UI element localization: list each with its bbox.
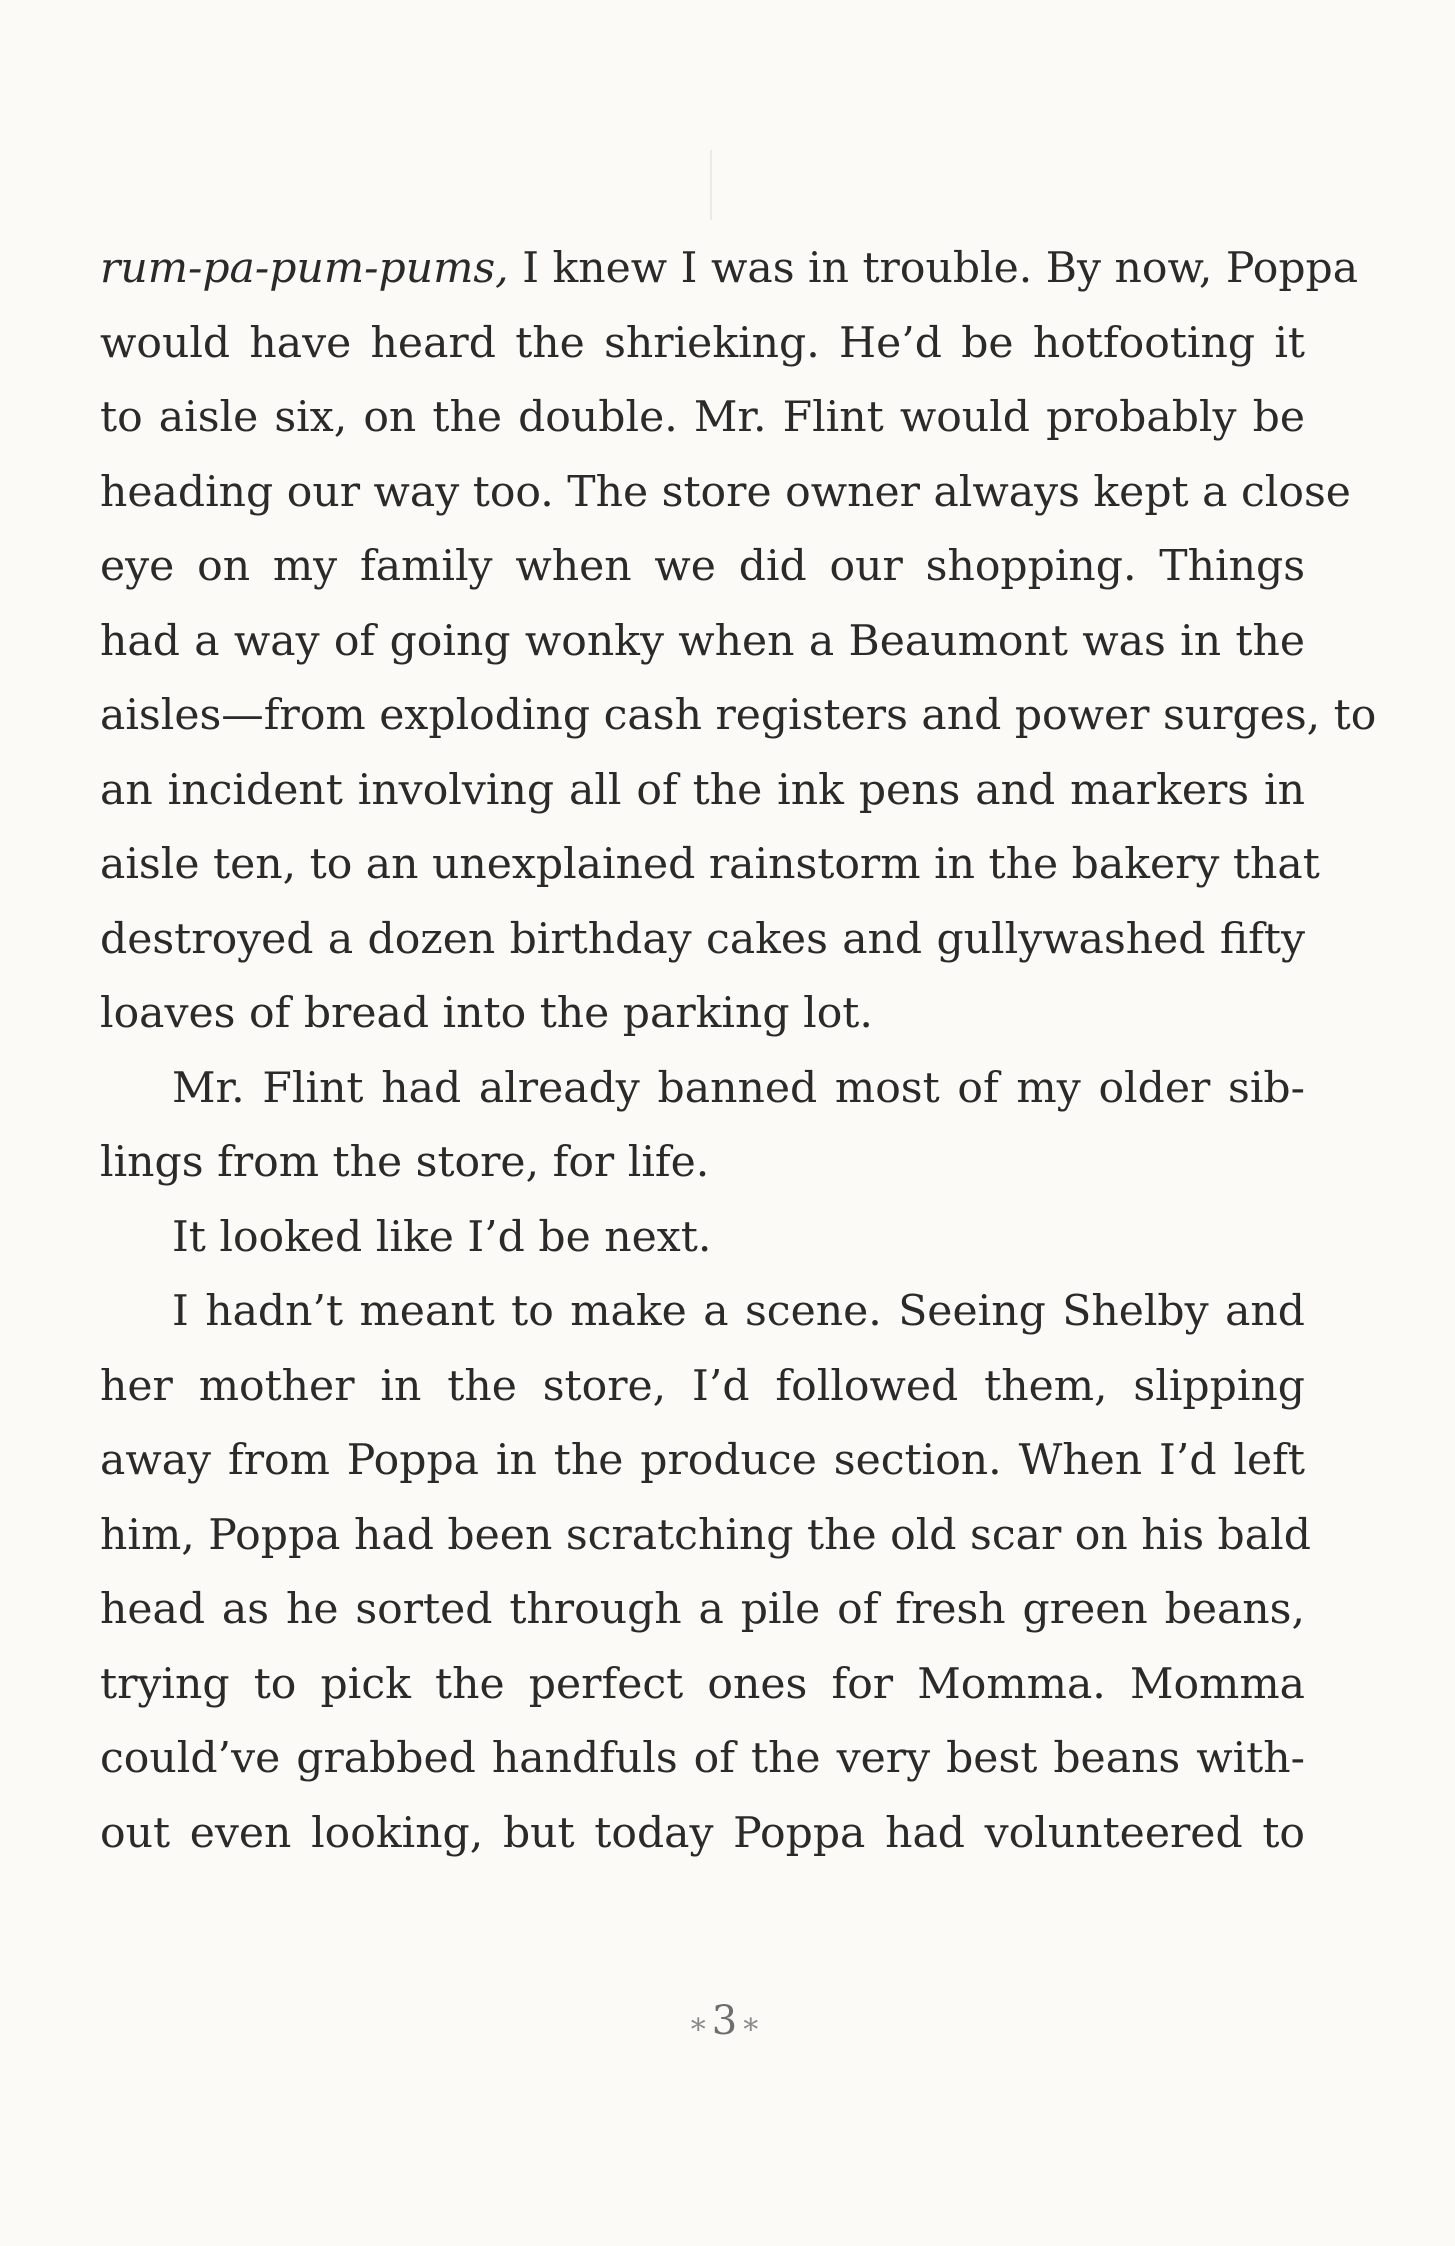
text-segment: out even looking, but today Poppa had volunteered to [100,1808,1305,1858]
text-segment: had a way of going wonky when a Beaumont was in the [100,616,1305,666]
text-segment: aisle ten, to an unexplained rainstorm in the bakery that [100,840,1320,889]
text-line [100,605,1305,680]
text-line [100,1722,1305,1797]
text-line [100,679,1377,754]
ornament-left-icon: ⁎ [690,2003,712,2038]
text-segment: him, Poppa had been scratching the old scar on his bald [100,1510,1311,1560]
text-line [100,530,1305,605]
text-segment: an incident involving all of the ink pens and markers in [100,765,1305,815]
text-segment: to aisle six, on the double. Mr. Flint would probably be [100,393,1305,442]
text-line [100,1275,1305,1350]
text-line [100,1499,1311,1574]
text-line [100,1052,1305,1127]
text-line [100,754,1305,829]
text-line [100,1797,1305,1872]
scan-mark [710,150,712,220]
text-segment: aisles—from exploding cash registers and power surges, to [100,691,1377,740]
text-segment: I hadn’t meant to make a scene. Seeing Shelby and [172,1287,1305,1336]
text-segment: eye on my family when we did our shopping. Things [100,542,1305,591]
text-line [100,977,1305,1052]
text-line [100,828,1320,903]
text-segment: heading our way too. The store owner always kept a close [100,467,1351,517]
text-segment: lings from the store, for life. [100,1138,710,1187]
text-segment: head as he sorted through a pile of fresh green beans, [100,1585,1305,1634]
body-text [100,232,1377,1871]
text-segment: away from Poppa in the produce section. When I’d left [100,1436,1305,1485]
ornament-right-icon: ⁎ [743,2003,765,2038]
page-number [0,1998,1455,2044]
text-segment: trying to pick the perfect ones for Momma. Momma [100,1659,1305,1709]
text-line [100,1350,1305,1425]
text-segment: Mr. Flint had already banned most of my older sib- [172,1063,1305,1113]
text-line [100,1201,1305,1276]
text-line [100,232,1359,307]
text-line [100,903,1305,978]
page-number-value: 3 [711,1998,744,2044]
text-line [100,1648,1305,1723]
text-line [100,307,1305,382]
text-segment: I knew I was in trouble. By now, Poppa [508,244,1359,293]
text-segment: It looked like I’d be next. [172,1212,712,1262]
text-segment: loaves of bread into the parking lot. [100,989,873,1038]
text-segment: destroyed a dozen birthday cakes and gullywashed fifty [100,914,1305,964]
text-line [100,1126,1305,1201]
text-line [100,1424,1305,1499]
text-line [100,1573,1305,1648]
italic-text-segment: rum-pa-pum-pums, [100,244,509,293]
text-segment: could’ve grabbed handfuls of the very best beans with- [100,1734,1305,1783]
text-line [100,456,1351,531]
text-line [100,381,1305,456]
text-segment: her mother in the store, I’d followed them, slipping [100,1361,1305,1411]
text-segment: would have heard the shrieking. He’d be hotfooting it [100,318,1305,368]
